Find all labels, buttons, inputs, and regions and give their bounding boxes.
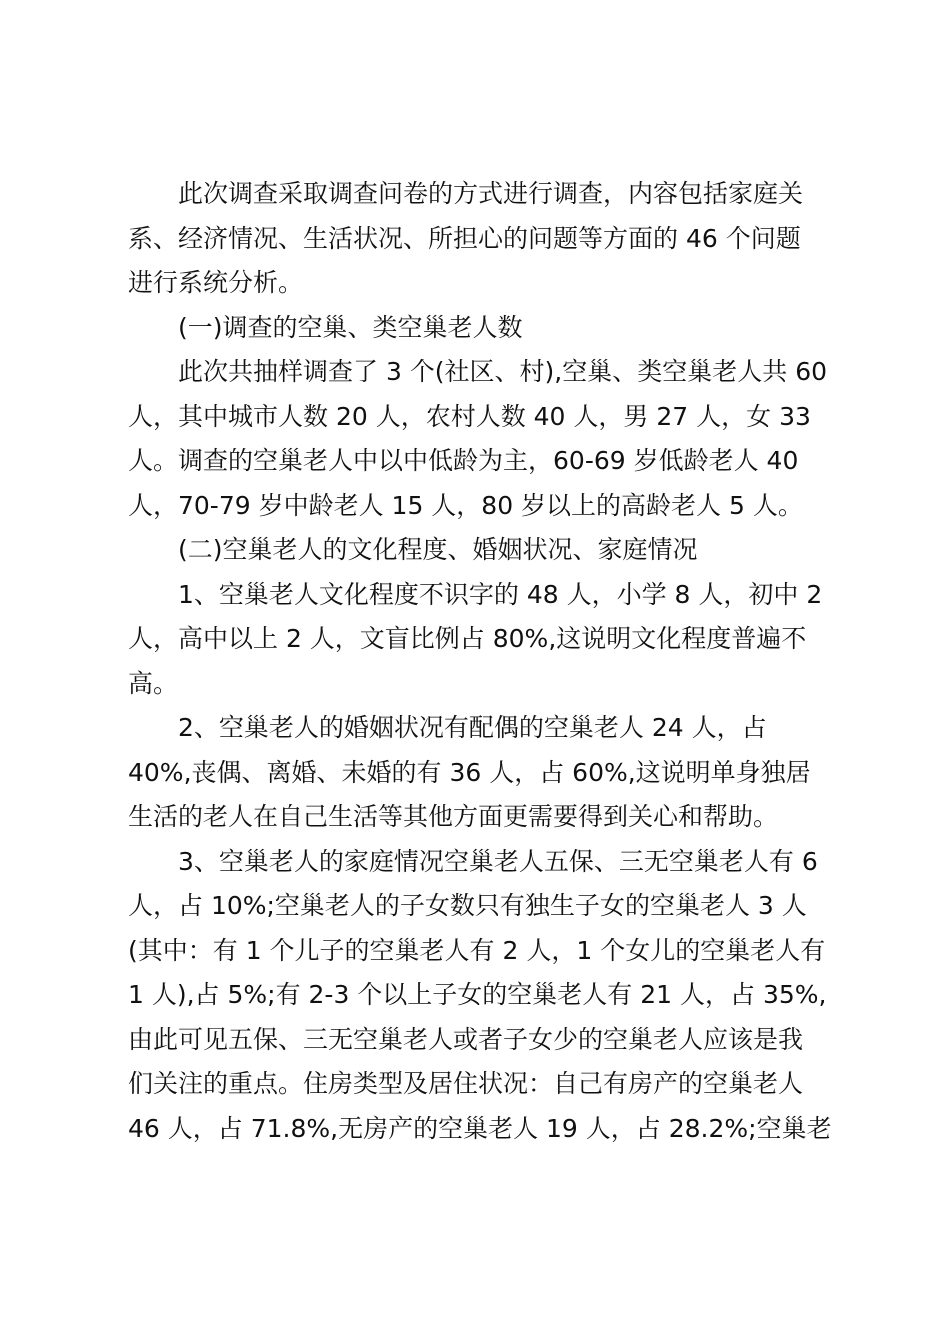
- document-body: [128, 172, 834, 1151]
- text-line: 由此可见五保、三无空巢老人或者子女少的空巢老人应该是我: [128, 1024, 804, 1054]
- text-line: 生活的老人在自己生活等其他方面更需要得到关心和帮助。: [128, 802, 779, 831]
- text-line: 人，占 10%;空巢老人的子女数只有独生子女的空巢老人 3 人: [128, 891, 807, 920]
- text-line: 人，其中城市人数 20 人，农村人数 40 人，男 27 人，女 33: [128, 401, 811, 431]
- text-line: 人，高中以上 2 人，文盲比例占 80%,这说明文化程度普遍不: [128, 624, 807, 653]
- text-line: 3、空巢老人的家庭情况空巢老人五保、三无空巢老人有 6: [178, 846, 818, 876]
- paragraph-sample: [128, 350, 834, 528]
- text-line: (二)空巢老人的文化程度、婚姻状况、家庭情况: [178, 535, 698, 564]
- text-line: (其中：有 1 个儿子的空巢老人有 2 人，1 个女儿的空巢老人有: [128, 935, 826, 965]
- text-line: 进行系统分析。: [128, 268, 304, 297]
- text-line: (一)调查的空巢、类空巢老人数: [178, 312, 523, 342]
- text-line: 1 人),占 5%;有 2-3 个以上子女的空巢老人有 21 人，占 35%,: [128, 980, 827, 1009]
- paragraph-marriage: [128, 706, 834, 840]
- section-heading-1: [128, 306, 834, 351]
- text-line: 40%,丧偶、离婚、未婚的有 36 人，占 60%,这说明单身独居: [128, 757, 811, 787]
- section-heading-2: [128, 528, 834, 573]
- text-line: 46 人，占 71.8%,无房产的空巢老人 19 人，占 28.2%;空巢老: [128, 1113, 832, 1143]
- text-line: 人，70-79 岁中龄老人 15 人，80 岁以上的高龄老人 5 人。: [128, 490, 803, 520]
- text-line: 此次调查采取调查问卷的方式进行调查，内容包括家庭关: [178, 179, 804, 208]
- text-line: 系、经济情况、生活状况、所担心的问题等方面的 46 个问题: [128, 223, 801, 253]
- text-line: 2、空巢老人的婚姻状况有配偶的空巢老人 24 人，占: [178, 713, 767, 742]
- text-line: 们关注的重点。住房类型及居住状况：自己有房产的空巢老人: [128, 1069, 804, 1098]
- text-line: 高。: [128, 668, 179, 698]
- paragraph-education: [128, 573, 834, 707]
- text-line: 1、空巢老人文化程度不识字的 48 人，小学 8 人，初中 2: [178, 579, 823, 609]
- text-line: 此次共抽样调查了 3 个(社区、村),空巢、类空巢老人共 60: [178, 357, 828, 386]
- paragraph-intro: [128, 172, 834, 306]
- paragraph-family: [128, 840, 834, 1152]
- text-line: 人。调查的空巢老人中以中低龄为主，60-69 岁低龄老人 40: [128, 446, 799, 475]
